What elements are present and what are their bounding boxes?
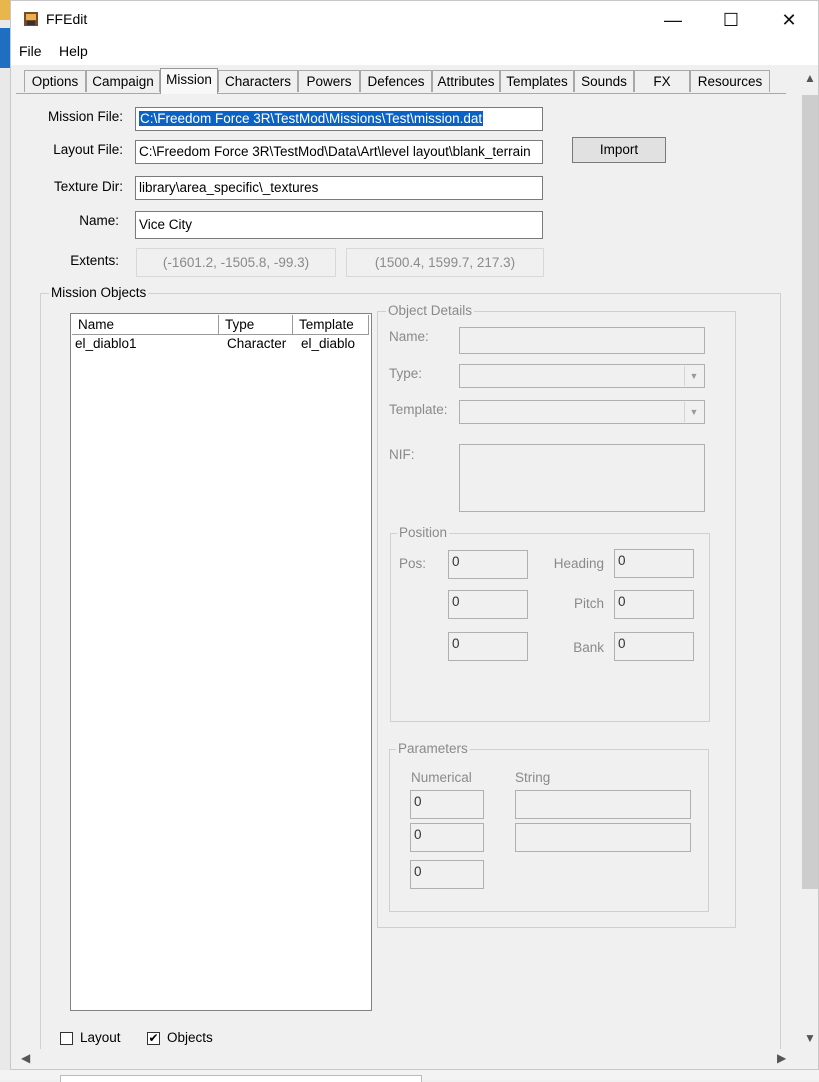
string-field-1	[515, 790, 691, 819]
numerical-label: Numerical	[411, 770, 472, 785]
scroll-left-icon[interactable]: ◀	[21, 1051, 31, 1065]
row-template-cell[interactable]: el_diablo	[301, 336, 356, 351]
column-header-type[interactable]: Type	[219, 315, 293, 335]
layout-checkbox-label: Layout	[80, 1030, 121, 1045]
minimize-icon: —	[664, 9, 682, 30]
detail-name-label: Name:	[389, 329, 429, 344]
extent-min-field: (-1601.2, -1505.8, -99.3)	[136, 248, 336, 277]
close-button[interactable]	[760, 1, 818, 39]
numerical-field-3: 0	[410, 860, 484, 889]
heading-label: Heading	[553, 556, 604, 571]
layout-file-label: Layout File:	[53, 142, 123, 157]
detail-template-label: Template:	[389, 402, 448, 417]
texture-dir-label: Texture Dir:	[53, 179, 123, 194]
tab-mission[interactable]: Mission	[160, 68, 218, 94]
ffedit-window	[10, 0, 819, 1070]
tab-templates[interactable]: Templates	[500, 70, 574, 92]
objects-checkbox[interactable]	[147, 1032, 160, 1045]
row-name-cell[interactable]: el_diablo1	[75, 336, 137, 351]
numerical-field-2: 0	[410, 823, 484, 852]
detail-nif-label: NIF:	[389, 447, 415, 462]
vertical-scrollbar[interactable]	[800, 67, 818, 1051]
tab-fx[interactable]: FX	[634, 70, 690, 92]
detail-type-label: Type:	[389, 366, 423, 381]
mission-file-label: Mission File:	[47, 109, 123, 124]
maximize-icon: ☐	[722, 9, 740, 30]
detail-nif-field	[459, 444, 705, 512]
texture-dir-field[interactable]: library\area_specific\_textures	[135, 176, 543, 200]
scroll-right-icon[interactable]: ▶	[777, 1051, 787, 1065]
heading-field: 0	[614, 549, 694, 578]
bank-field: 0	[614, 632, 694, 661]
detail-name-field	[459, 327, 705, 354]
vertical-scroll-thumb[interactable]	[802, 95, 818, 889]
tab-resources[interactable]: Resources	[690, 70, 770, 92]
tab-divider	[16, 93, 786, 94]
close-icon: ✕	[781, 9, 797, 30]
chevron-down-icon: ▼	[684, 366, 703, 386]
menu-file[interactable]: File	[19, 43, 42, 59]
horizontal-scrollbar[interactable]	[21, 1049, 800, 1067]
layout-checkbox[interactable]	[60, 1032, 73, 1045]
tab-sounds[interactable]: Sounds	[574, 70, 634, 92]
menu-bar	[11, 39, 818, 65]
title-bar[interactable]	[11, 1, 818, 39]
pos-y-field: 0	[448, 590, 528, 619]
tab-campaign[interactable]: Campaign	[86, 70, 160, 92]
object-details-title: Object Details	[388, 303, 473, 318]
detail-template-combo	[459, 400, 705, 424]
desktop-background	[0, 0, 10, 1080]
desktop-window-edge	[60, 1075, 422, 1082]
parameters-title: Parameters	[398, 741, 468, 756]
tab-characters[interactable]: Characters	[218, 70, 298, 92]
tab-strip	[16, 68, 786, 94]
scroll-up-icon[interactable]: ▲	[804, 71, 816, 85]
tab-defences[interactable]: Defences	[360, 70, 432, 92]
mission-objects-list[interactable]	[70, 313, 372, 1011]
pitch-field: 0	[614, 590, 694, 619]
objects-checkbox-label: Objects	[167, 1030, 213, 1045]
pos-x-field: 0	[448, 550, 528, 579]
desktop-icon	[0, 0, 10, 20]
string-field-2	[515, 823, 691, 852]
detail-type-combo	[459, 364, 705, 388]
mission-file-value: C:\Freedom Force 3R\TestMod\Missions\Test\mission.dat	[140, 111, 483, 126]
desktop-icon	[0, 28, 10, 68]
layout-file-field[interactable]: C:\Freedom Force 3R\TestMod\Data\Art\level layout\blank_terrain	[135, 140, 543, 164]
mission-name-field[interactable]: Vice City	[135, 211, 543, 239]
pos-label: Pos:	[399, 556, 427, 571]
numerical-field-1: 0	[410, 790, 484, 819]
checkmark-icon: ✔	[148, 1031, 159, 1045]
position-title: Position	[399, 525, 448, 540]
name-label: Name:	[79, 213, 119, 228]
maximize-button[interactable]	[702, 1, 760, 39]
tab-options[interactable]: Options	[24, 70, 86, 92]
extents-label: Extents:	[70, 253, 119, 268]
import-button[interactable]: Import	[572, 137, 666, 163]
column-header-name[interactable]: Name	[72, 315, 219, 335]
row-type-cell[interactable]: Character	[227, 336, 287, 351]
tab-powers[interactable]: Powers	[298, 70, 360, 92]
app-icon	[22, 10, 40, 28]
pitch-label: Pitch	[573, 596, 604, 611]
window-title: FFEdit	[46, 11, 88, 27]
column-header-template[interactable]: Template	[293, 315, 369, 335]
mission-file-field[interactable]	[135, 107, 543, 131]
string-label: String	[515, 770, 551, 785]
minimize-button[interactable]	[644, 1, 702, 39]
pos-z-field: 0	[448, 632, 528, 661]
mission-objects-title: Mission Objects	[51, 285, 147, 300]
chevron-down-icon: ▼	[684, 402, 703, 422]
bank-label: Bank	[573, 640, 604, 655]
menu-help[interactable]: Help	[59, 43, 88, 59]
extent-max-field: (1500.4, 1599.7, 217.3)	[346, 248, 544, 277]
tab-attributes[interactable]: Attributes	[432, 70, 500, 92]
scroll-down-icon[interactable]: ▼	[804, 1031, 816, 1045]
